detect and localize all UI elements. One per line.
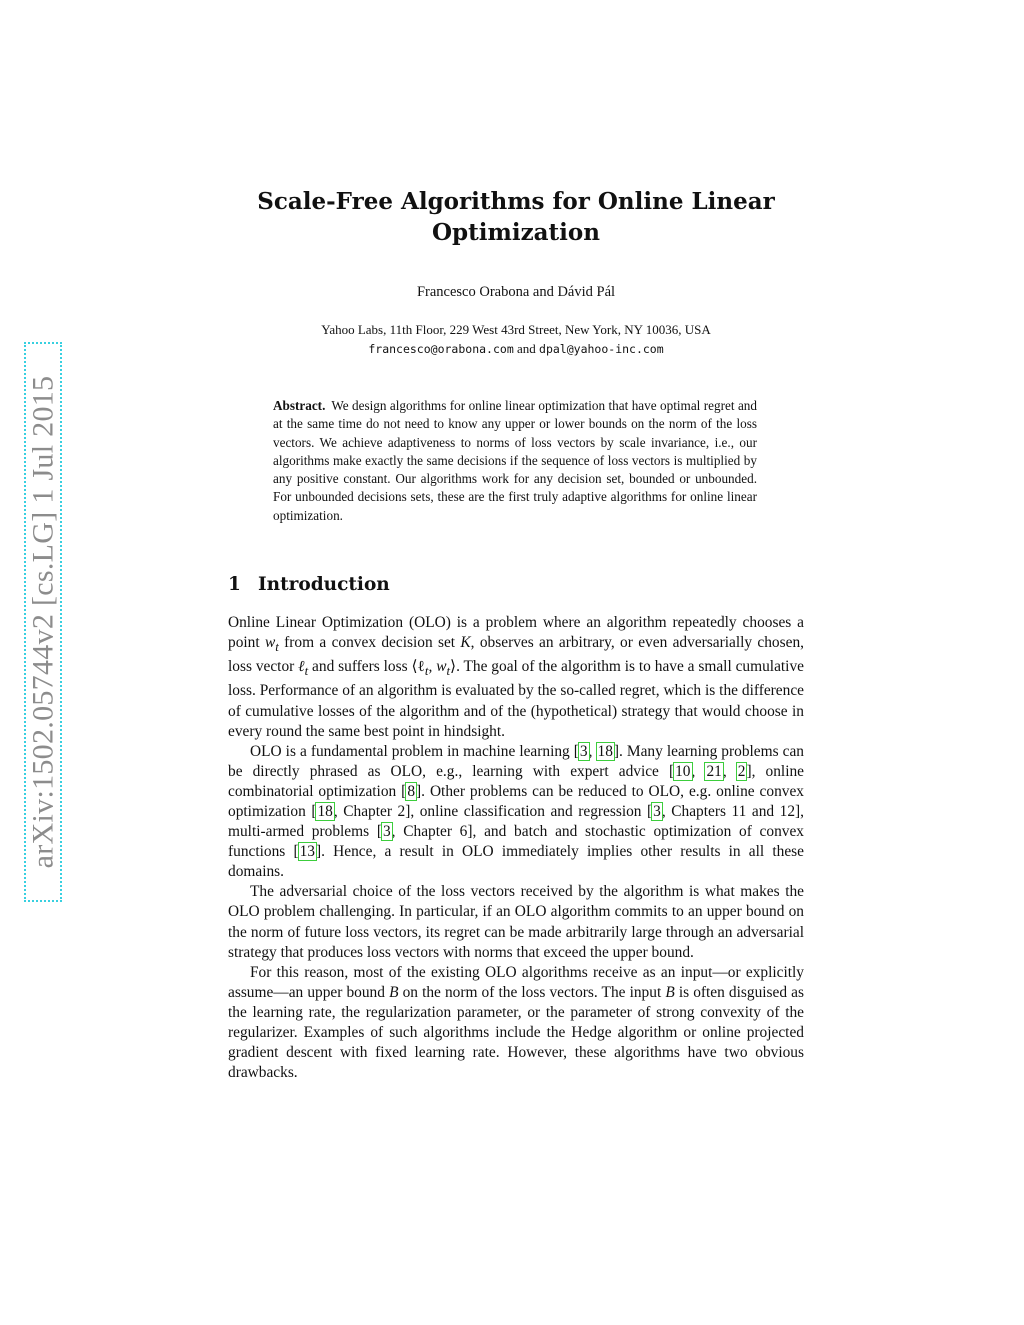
citation-link[interactable]: 10 [675,762,691,780]
citation-link[interactable]: 18 [317,803,333,820]
authors: Francesco Orabona and Dávid Pál [416,284,616,300]
abstract-label: Abstract. [273,398,326,413]
section-title: Introduction [258,574,390,595]
section-heading [228,574,804,595]
section-body [228,613,804,1083]
citation-link[interactable]: 21 [706,762,722,780]
citation-link[interactable]: 8 [407,782,416,800]
citation-link[interactable]: 18 [597,742,613,760]
section-number: 1 [228,574,241,595]
citation-link[interactable]: 13 [299,843,315,861]
citation-link[interactable]: 2 [737,762,746,780]
paper-title: Scale-Free Algorithms for Online Linear Optimization [257,188,775,246]
email-orabona[interactable]: francesco@orabona.com [368,342,514,356]
citation-link[interactable]: 3 [382,823,391,841]
paragraph-1: Online Linear Optimization (OLO) is a problem where an algorithm repeatedly chooses a point $w_t$ from a convex decision set K, observes an arbitrary, or even adversarially chosen, loss vector ℓ$_t$ and suffers loss ⟨ℓ$_t$, $w_t⟩$. The goal of the algorithm is to have a small cumulative loss. Performance of an algorithm is evaluated by the so-called regret, which is the difference of cumulative losses of the algorithm and of the (hypothetical) strategy that would choose in every round the same best point in hindsight. [228,614,804,740]
email-line [228,339,804,359]
abstract [273,397,757,525]
abstract-text: We design algorithms for online linear optimization that have optimal regret and at the same time do not need to know any upper or lower bounds on the norm of the loss vectors. We achieve adaptiveness to norms of loss vectors by scale invariance, i.e., our algorithms make exactly the same decisions if the sequence of loss vectors is multiplied by any positive constant. Our algorithms work for any decision set, bounded or unbounded. For unbounded decisions sets, these are the first truly adaptive algorithms for online linear optimization. [273,398,757,523]
citation-link[interactable]: 3 [653,803,661,820]
email-pal[interactable]: dpal@yahoo-inc.com [539,342,664,356]
paragraph-2: OLO is a fundamental problem in machine learning [3, 18]. Many learning problems can be directly phrased as OLO, e.g., learning with expert advice [10, 21, 2], online combinatorial optimization [8]. Other problems can be reduced to OLO, e.g. online convex optimization [18, Chapter 2], online classification and regression [3, Chapters 11 and 12], multi-armed problems [3, Chapter 6], and batch and stochastic optimization of convex functions [13]. Hence, a result in OLO immediately implies other results in all these domains. [228,742,805,881]
affiliation-block [228,320,804,359]
email-conjunction: and [517,341,536,356]
arxiv-stamp-label[interactable]: arXiv:1502.05744v2 [cs.LG] 1 Jul 2015 [26,375,59,869]
paragraph-3: The adversarial choice of the loss vectors received by the algorithm is what makes the OLO problem challenging. In particular, if an OLO algorithm commits to an upper bound on the norm of future loss vectors, its regret can be made arbitrarily large through an adversarial strategy that produces loss vectors with norms that exceed the upper bound. [228,883,804,961]
arxiv-stamp[interactable] [24,342,62,902]
paragraph-4: For this reason, most of the existing OLO algorithms receive as an input—or explicitly assume—an upper bound B on the norm of the loss vectors. The input B is often disguised as the learning rate, the regularization parameter, or the parameter of strong convexity of the regularizer. Examples of such algorithms include the Hedge algorithm or online projected gradient descent with fixed learning rate. However, these algorithms have two obvious drawbacks. [228,963,804,1082]
citation-link[interactable]: 3 [579,742,588,760]
affiliation: Yahoo Labs, 11th Floor, 229 West 43rd Street, New York, NY 10036, USA [321,322,711,337]
